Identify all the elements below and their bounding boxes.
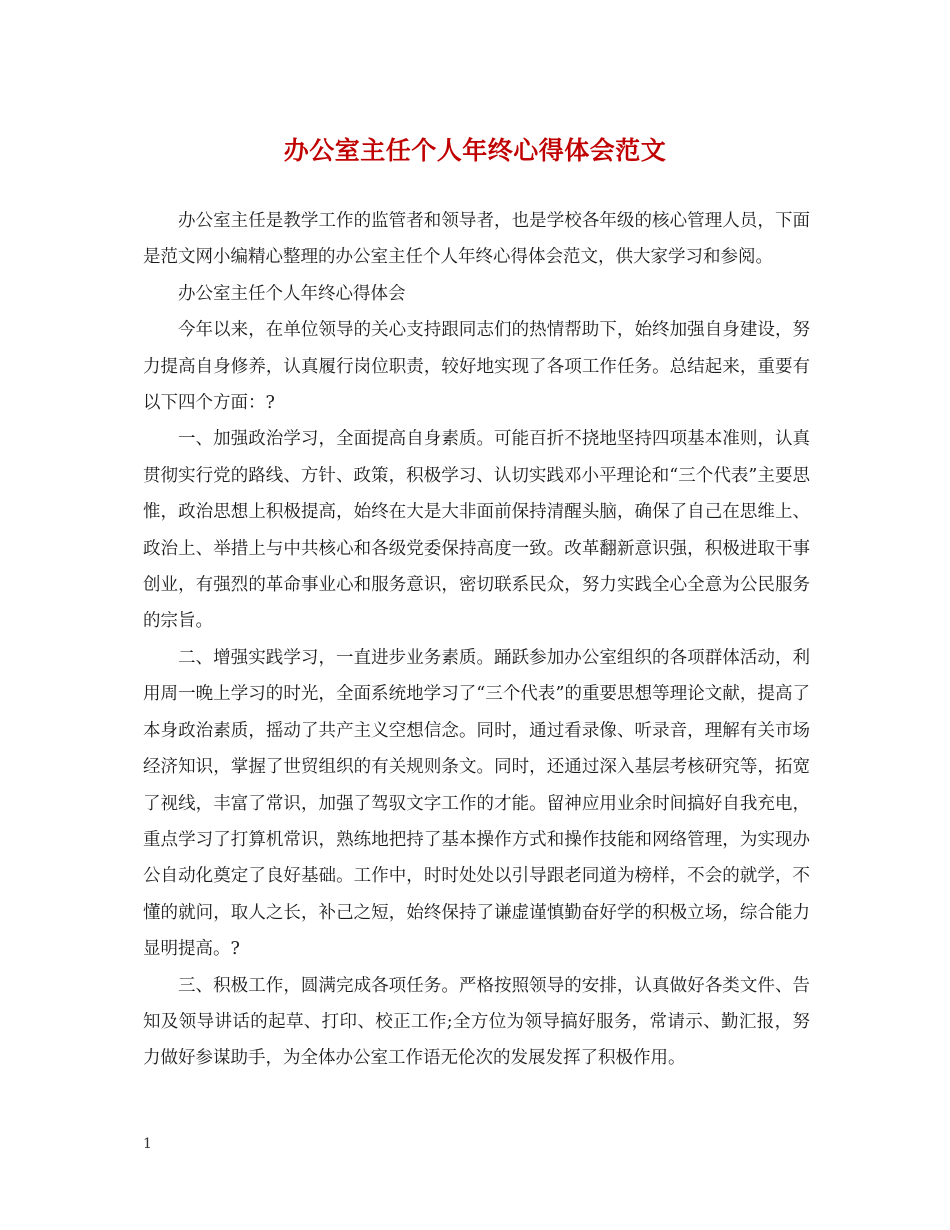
document-title: 办公室主任个人年终心得体会范文 <box>283 136 667 165</box>
paragraph-section-3: 三、积极工作，圆满完成各项任务。严格按照领导的安排，认真做好各类文件、告知及领导讲话的起草、打印、校正工作;全方位为领导搞好服务，常请示、勤汇报，努力做好参谋助手，为全体办公室工作语无伦次的发展发挥了积极作用。 <box>143 975 810 1069</box>
paragraph-section-1: 一、加强政治学习，全面提高自身素质。可能百折不挠地坚持四项基本准则，认真贯彻实行党的路线、方针、政策，积极学习、认切实践邓小平理论和“三个代表”主要思惟，政治思想上积极提高，始终在大是大非面前保持清醒头脑，确保了自己在思维上、政治上、举措上与中共核心和各级党委保持高度一致。改革翻新意识强，积极进取干事创业，有强烈的革命事业心和服务意识，密切联系民众，努力实践全心全意为公民服务的宗旨。 <box>143 429 810 632</box>
paragraph-summary: 今年以来，在单位领导的关心支持跟同志们的热情帮助下，始终加强自身建设，努力提高自身修养，认真履行岗位职责，较好地实现了各项工作任务。总结起来，重要有以下四个方面：? <box>143 320 810 414</box>
document-body <box>143 203 810 1077</box>
paragraph-intro: 办公室主任是教学工作的监管者和领导者，也是学校各年级的核心管理人员，下面是范文网小编精心整理的办公室主任个人年终心得体会范文，供大家学习和参阅。 <box>143 211 810 268</box>
paragraph-subheading: 办公室主任个人年终心得体会 <box>178 283 406 304</box>
page-number: 1 <box>143 1136 152 1152</box>
paragraph-section-2: 二、增强实践学习，一直进步业务素质。踊跃参加办公室组织的各项群体活动，利用周一晚上学习的时光，全面系统地学习了“三个代表”的重要思想等理论文献，提高了本身政治素质，摇动了共产主义空想信念。同时，通过看录像、听录音，理解有关市场经济知识，掌握了世贸组织的有关规则条文。同时，还通过深入基层考核研究等，拓宽了视线，丰富了常识，加强了驾驭文字工作的才能。留神应用业余时间搞好自我充电，重点学习了打算机常识，熟练地把持了基本操作方式和操作技能和网络管理，为实现办公自动化奠定了良好基础。工作中，时时处处以引导跟老同道为榜样，不会的就学，不懂的就问，取人之长，补己之短，始终保持了谦虚谨慎勤奋好学的积极立场，综合能力显明提高。? <box>143 647 810 960</box>
